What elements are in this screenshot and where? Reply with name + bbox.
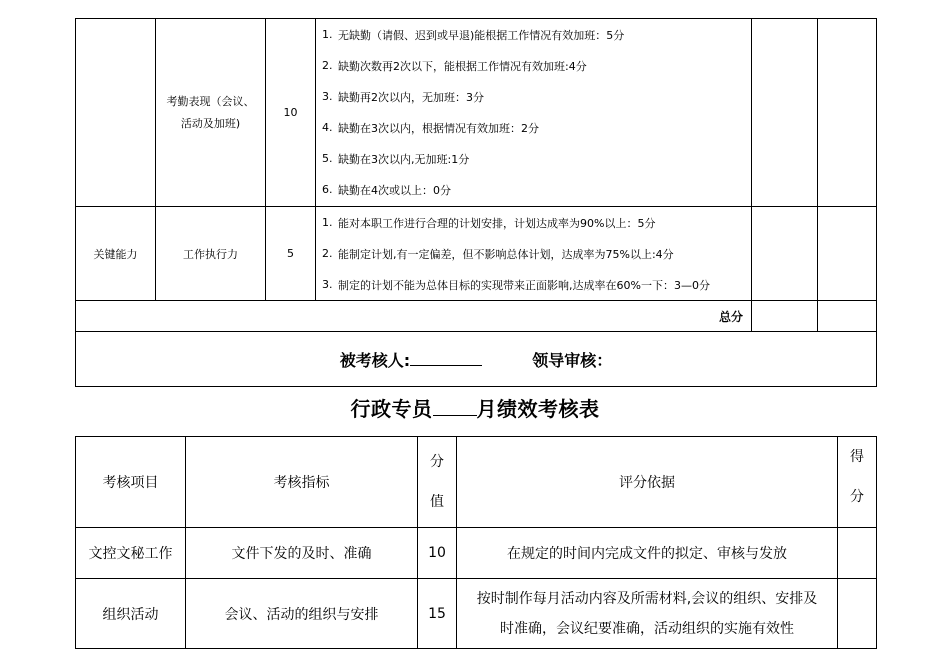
key-ability-row (76, 207, 877, 301)
criteria-number: 3. (322, 90, 333, 103)
criteria-text: 能制定计划,有一定偏差，但不影响总体计划，达成率为75%以上:4分 (338, 247, 674, 261)
total-self-cell[interactable] (752, 301, 818, 332)
header-row (76, 437, 877, 528)
header-score: 分 值 (418, 437, 457, 528)
assessee-label: 被考核人: (339, 350, 411, 370)
criteria-text: 缺勤在4次或以上：0分 (338, 183, 451, 197)
criteria-text: 制定的计划不能为总体目标的实现带来正面影响,达成率在60%一下：3—0分 (338, 278, 710, 292)
criteria-item (322, 81, 751, 112)
score-cell: 10 (266, 19, 316, 207)
header-basis: 评分依据 (457, 437, 838, 528)
row-score: 15 (418, 579, 457, 649)
attendance-row (76, 19, 877, 207)
criteria-item (322, 238, 751, 269)
attendance-criteria-list (316, 19, 751, 205)
criteria-text: 缺勤再2次以内，无加班：3分 (338, 90, 484, 104)
month-blank[interactable] (433, 397, 477, 416)
total-final-cell[interactable] (818, 301, 877, 332)
row-item: 组织活动 (76, 579, 186, 649)
criteria-item (322, 50, 751, 81)
reviewer-label: 领导审核： (532, 350, 613, 370)
criteria-number: 2. (322, 247, 333, 260)
assessee-blank[interactable] (410, 351, 482, 366)
row-got[interactable] (838, 528, 877, 579)
attendance-item: 考勤表现（会议、活动及加班) (166, 94, 255, 130)
criteria-text: 能对本职工作进行合理的计划安排，计划达成率为90%以上：5分 (338, 216, 656, 230)
criteria-item (322, 207, 751, 238)
criteria-number: 2. (322, 59, 333, 72)
row-got[interactable] (838, 579, 877, 649)
table-row (76, 528, 877, 579)
signature-cell (76, 332, 877, 387)
criteria-number: 1. (322, 28, 333, 41)
score-cell: 5 (266, 207, 316, 301)
row-item: 文控文秘工作 (76, 528, 186, 579)
criteria-item (322, 19, 751, 50)
item-cell (156, 19, 266, 207)
row-score: 10 (418, 528, 457, 579)
header-got: 得 分 (838, 437, 877, 528)
criteria-text: 无缺勤（请假、迟到或早退)能根据工作情况有效加班：5分 (338, 28, 625, 42)
criteria-number: 5. (322, 152, 333, 165)
criteria-cell (316, 207, 752, 301)
criteria-item (322, 143, 751, 174)
criteria-number: 3. (322, 278, 333, 291)
row-indicator: 文件下发的及时、准确 (186, 528, 418, 579)
final-score-cell[interactable] (818, 19, 877, 207)
criteria-item (322, 269, 751, 300)
self-score-cell[interactable] (752, 19, 818, 207)
row-basis: 按时制作每月活动内容及所需材料,会议的组织、安排及 时准确，会议纪要准确，活动组织的实施有效性 (457, 579, 838, 649)
title-prefix: 行政专员 (350, 397, 433, 421)
criteria-text: 缺勤在3次以内,无加班:1分 (338, 152, 470, 166)
criteria-cell (316, 19, 752, 207)
criteria-number: 1. (322, 216, 333, 229)
header-item: 考核项目 (76, 437, 186, 528)
self-score-cell[interactable] (752, 207, 818, 301)
category-cell (76, 19, 156, 207)
criteria-item (322, 174, 751, 205)
title-suffix: 月绩效考核表 (476, 397, 600, 421)
criteria-item (322, 112, 751, 143)
table-row (76, 579, 877, 649)
criteria-text: 缺勤在3次以内，根据情况有效加班：2分 (338, 121, 539, 135)
final-score-cell[interactable] (818, 207, 877, 301)
monthly-assessment-table (75, 436, 877, 649)
row-basis: 在规定的时间内完成文件的拟定、审核与发放 (457, 528, 838, 579)
header-indicator: 考核指标 (186, 437, 418, 528)
criteria-number: 6. (322, 183, 333, 196)
key-ability-criteria-list (316, 207, 751, 300)
criteria-text: 缺勤次数再2次以下，能根据工作情况有效加班:4分 (338, 59, 587, 73)
form-title (0, 393, 950, 422)
total-row (76, 301, 877, 332)
category-cell: 关键能力 (76, 207, 156, 301)
row-indicator: 会议、活动的组织与安排 (186, 579, 418, 649)
signature-row (76, 332, 877, 387)
total-label: 总分 (76, 301, 752, 332)
criteria-number: 4. (322, 121, 333, 134)
item-cell: 工作执行力 (156, 207, 266, 301)
assessment-table-continued (75, 18, 877, 387)
